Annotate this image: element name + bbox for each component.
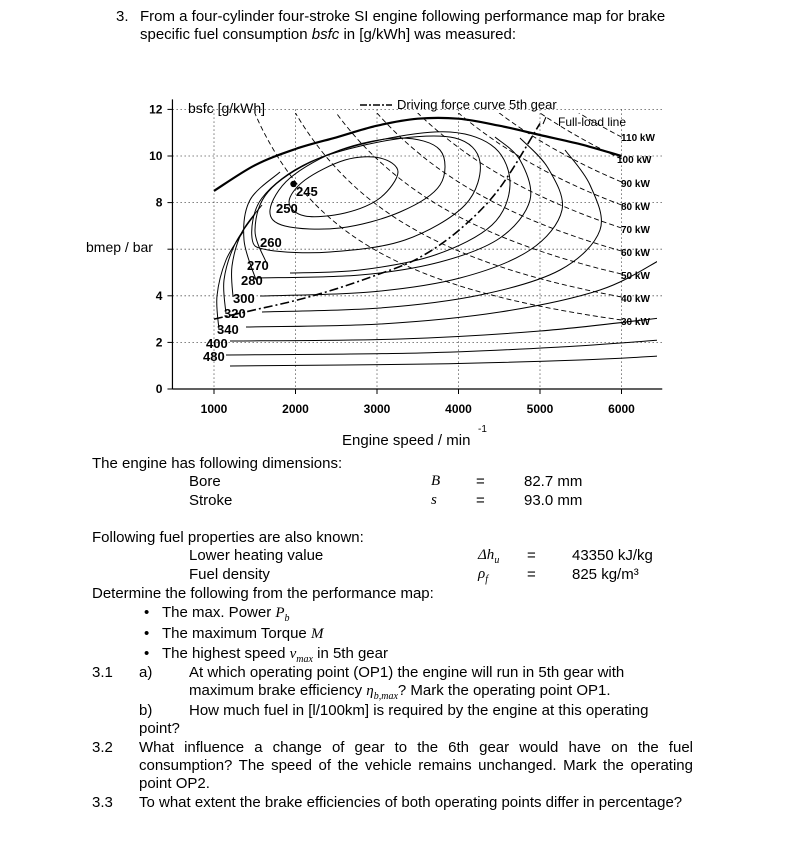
power-label-70: 70 kW [621, 225, 650, 236]
q31-number: 3.1 [92, 664, 113, 681]
lhv-symbol: $\Delta h_u$ [478, 547, 500, 566]
q31b-label: b) [139, 702, 153, 719]
q32-number: 3.2 [92, 739, 113, 756]
power-label-80: 80 kW [621, 202, 650, 213]
power-line [397, 92, 621, 228]
x-tick-label: 5000 [526, 402, 554, 416]
q31a-line2: maximum brake efficiency $\eta_{b,max}$? Mark the operating point OP1. [189, 682, 611, 702]
power-label-50: 50 kW [621, 271, 650, 282]
density-value: 825 kg/m³ [572, 566, 639, 583]
y-tick-label: 10 [149, 149, 163, 163]
chart-axes [149, 99, 662, 416]
x-axis-label: Engine speed / min [342, 432, 471, 449]
legend-driving-force-label: Driving force curve 5th gear [397, 97, 557, 112]
bullet-dot: • [144, 645, 150, 662]
power-label-90: 90 kW [621, 179, 650, 190]
bsfc-contour [258, 137, 531, 278]
lhv-value: 43350 kJ/kg [572, 547, 653, 564]
problem-intro-line2: specific fuel consumption bsfc in [g/kWh] was measured: [140, 26, 517, 43]
bore-equals: = [476, 473, 485, 490]
problem-number: 3. [116, 8, 129, 25]
lhv-equals: = [527, 547, 536, 564]
density-name: Fuel density [189, 566, 270, 583]
x-tick-label: 6000 [608, 402, 635, 416]
q31b-line1: How much fuel in [l/100km] is required by the engine at this operating [189, 702, 649, 719]
q32-text: What influence a change of gear to the 6th gear would have on the fuel consumption? The speed of the vehicle remains unchanged. Mark the operating point OP2. [139, 739, 693, 792]
chart-title: bsfc [g/kWh] [188, 100, 266, 116]
bullet-max-power: The max. Power $P_b$ [162, 604, 290, 624]
y-tick-label: 2 [155, 335, 163, 350]
q33-text: To what extent the brake efficiencies of both operating points differ in percentage? [139, 794, 683, 811]
contour-label-245: 245 [296, 184, 318, 199]
x-axis-label-exponent: -1 [478, 424, 487, 435]
contour-label-340: 340 [217, 322, 239, 337]
bullet-dot: • [144, 625, 150, 642]
stroke-symbol: s [431, 492, 437, 508]
stroke-value: 93.0 mm [524, 492, 583, 509]
determine-intro: Determine the following from the performance map: [92, 585, 434, 602]
power-label-40: 40 kW [621, 294, 650, 305]
bsfc-contour [246, 260, 660, 327]
y-axis-label: bmep / bar [86, 239, 153, 255]
bsfc-contour [230, 356, 660, 366]
contour-label-280: 280 [241, 273, 263, 288]
fuel-intro: Following fuel properties are also known: [92, 529, 364, 546]
q33-number: 3.3 [92, 794, 113, 811]
power-line [357, 88, 622, 251]
contour-label-270: 270 [247, 258, 269, 273]
contour-label-320: 320 [224, 306, 246, 321]
bsfc-contour [230, 318, 660, 341]
q31a-line1: At which operating point (OP1) the engine will run in 5th gear with [189, 664, 625, 681]
bore-value: 82.7 mm [524, 473, 583, 490]
bore-symbol: B [431, 473, 441, 489]
problem-intro-line1: From a four-cylinder four-stroke SI engine following performance map for brake [140, 8, 666, 25]
power-label-30: 30 kW [621, 317, 650, 328]
stroke-name: Stroke [189, 492, 233, 509]
legend-full-load [543, 115, 626, 129]
contour-label-300: 300 [233, 291, 255, 306]
bullet-max-torque: The maximum Torque M [162, 625, 324, 642]
power-label-110: 110 kW [621, 133, 655, 144]
bsfc-contour [226, 340, 660, 355]
density-symbol: $\rho_f$ [478, 566, 488, 585]
q31b-line2: point? [139, 720, 180, 737]
contour-label-250: 250 [276, 201, 298, 216]
x-tick-label: 3000 [363, 402, 391, 416]
power-label-60: 60 kW [621, 248, 650, 259]
lhv-name: Lower heating value [189, 547, 324, 564]
y-tick-label: 4 [155, 288, 163, 303]
x-tick-label: 1000 [200, 402, 228, 416]
x-tick-label: 2000 [282, 402, 309, 416]
y-tick-label: 0 [155, 382, 163, 396]
q31a-label: a) [139, 664, 153, 681]
contour-label-480: 480 [203, 349, 225, 364]
bullet-dot: • [144, 604, 150, 621]
density-equals: = [527, 566, 536, 583]
stroke-equals: = [476, 492, 485, 509]
bore-name: Bore [189, 473, 221, 490]
contour-label-260: 260 [260, 235, 282, 250]
dimensions-intro: The engine has following dimensions: [92, 455, 343, 472]
y-tick-label: 12 [149, 102, 163, 117]
y-tick-label: 8 [155, 195, 163, 210]
power-label-100: 100 kW [617, 155, 652, 166]
x-tick-label: 4000 [445, 402, 472, 416]
bullet-highest-speed: The highest speed $v_{max}$ in 5th gear [162, 645, 388, 665]
contour-label-400: 400 [206, 336, 228, 351]
legend-full-load-label: Full-load line [558, 115, 627, 129]
